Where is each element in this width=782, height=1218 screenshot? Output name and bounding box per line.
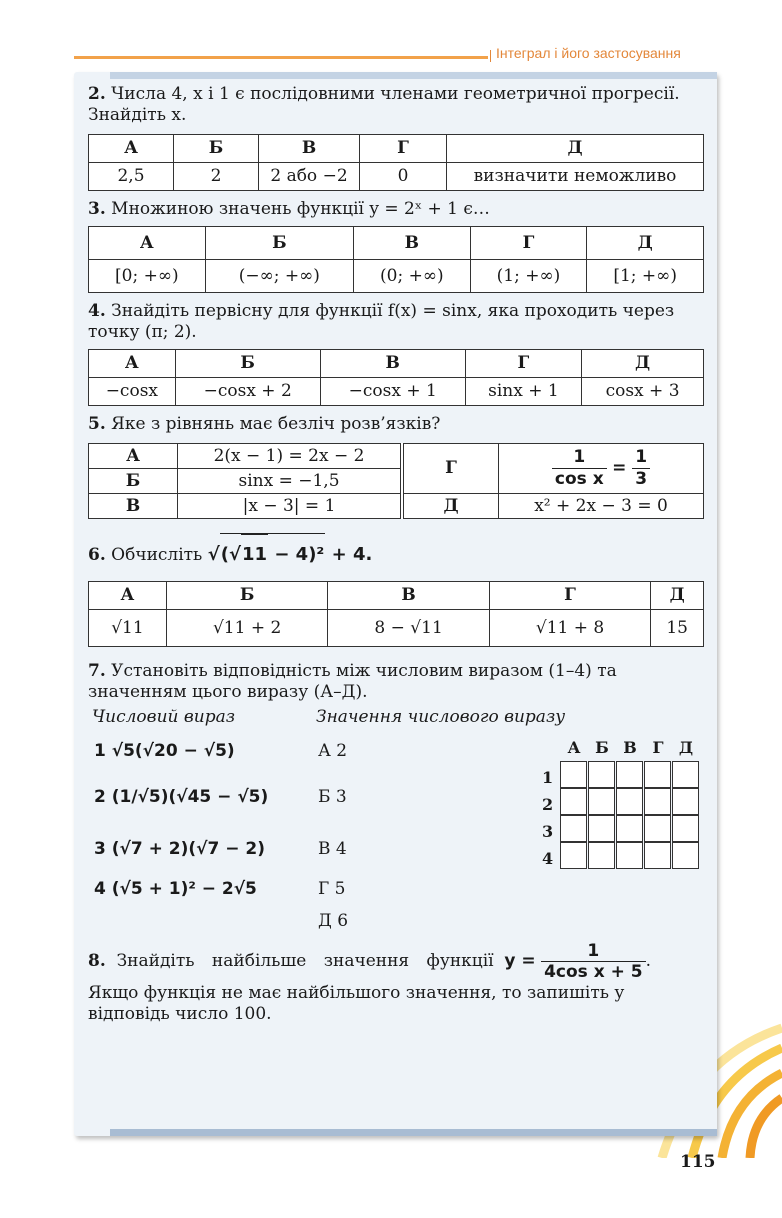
col-g: Г xyxy=(360,135,447,163)
answers-table-3 xyxy=(88,226,704,293)
col-b: Б xyxy=(205,227,353,260)
grid-cell[interactable] xyxy=(616,788,643,815)
label-v: В xyxy=(89,494,178,519)
question-4: 4. Знайдіть первісну для функції f(x) = sinx, яка проходить через точку (π; 2). xyxy=(88,301,675,342)
grid-cell[interactable] xyxy=(616,815,643,842)
question-8: 8. Знайдіть найбільше значення функції y = $\frac{1}{\text{4cos x + 5}}$ . xyxy=(88,941,651,982)
answer-d: визначити неможливо xyxy=(447,163,704,191)
label-g: Г xyxy=(402,444,499,494)
fraction-right: $\frac{1}{3}$ xyxy=(632,447,650,490)
grid-cell[interactable] xyxy=(672,761,699,788)
answer-b: 2 xyxy=(174,163,259,191)
answer-a: [0; +∞) xyxy=(89,260,206,293)
value-a: А 2 xyxy=(318,741,348,761)
eq-d: x² + 2x − 3 = 0 xyxy=(499,494,704,519)
eq-b: sinx = −1,5 xyxy=(178,469,403,494)
answer-d: 15 xyxy=(651,610,704,647)
matching-block xyxy=(88,703,704,929)
grid-cell[interactable] xyxy=(588,842,615,869)
col-v: В xyxy=(328,582,489,610)
answer-a: 2,5 xyxy=(89,163,174,191)
col-b: Б xyxy=(175,350,320,378)
grid-cell[interactable] xyxy=(560,815,587,842)
col-a: А xyxy=(89,350,176,378)
col-g: Г xyxy=(489,582,650,610)
answers-table-2 xyxy=(88,134,704,191)
question-8-note: Якщо функція не має найбільшого значення, то запишіть у відповідь число 100. xyxy=(88,983,625,1024)
value-g: Г 5 xyxy=(318,879,346,899)
grid-row-3: 3 xyxy=(542,822,554,841)
answers-table-5 xyxy=(88,443,704,519)
answer-b: √11 + 2 xyxy=(166,610,327,647)
col-a: А xyxy=(89,227,206,260)
grid-cell[interactable] xyxy=(672,815,699,842)
col-d: Д xyxy=(582,350,704,378)
answer-v: 8 − √11 xyxy=(328,610,489,647)
question-2: 2. Числа 4, x і 1 є послідовними членами геометричної прогресії. Знайдіть x. xyxy=(88,84,680,125)
grid-cell[interactable] xyxy=(644,788,671,815)
col-v: В xyxy=(320,350,465,378)
grid-cell[interactable] xyxy=(588,788,615,815)
col-v: В xyxy=(259,135,360,163)
grid-col-d: Д xyxy=(678,738,694,757)
answer-v: 2 або −2 xyxy=(259,163,360,191)
col-a: А xyxy=(89,582,167,610)
value-v: В 4 xyxy=(318,839,347,859)
header-rule xyxy=(74,56,488,59)
answers-table-4 xyxy=(88,349,704,406)
col-b: Б xyxy=(174,135,259,163)
grid-row-1: 1 xyxy=(542,768,554,787)
grid-row-2: 2 xyxy=(542,795,554,814)
eq-a: 2(x − 1) = 2x − 2 xyxy=(178,444,403,469)
running-header: Інтеграл і його застосування xyxy=(496,45,681,61)
answer-b: −cosx + 2 xyxy=(175,378,320,406)
grid-cell[interactable] xyxy=(616,761,643,788)
question-7: 7. Установіть відповідність між числовим виразом (1–4) та значенням цього виразу (А–Д). xyxy=(88,661,617,702)
fraction-left: $\frac{1}{\text{cos x}}$ xyxy=(552,447,607,490)
header-tick xyxy=(490,50,491,62)
answer-a: −cosx xyxy=(89,378,176,406)
expression-1: 1 √5(√20 − √5) xyxy=(94,741,235,761)
question-3: 3. Множиною значень функції y = 2ˣ + 1 є… xyxy=(88,199,490,219)
page-number: 115 xyxy=(680,1152,716,1172)
answer-v: −cosx + 1 xyxy=(320,378,465,406)
col-d: Д xyxy=(587,227,704,260)
value-d: Д 6 xyxy=(318,911,349,931)
col-g: Г xyxy=(465,350,581,378)
answers-table-6 xyxy=(88,581,704,647)
exercises xyxy=(88,84,704,1025)
eq-g: $\frac{1}{\text{cos x}}$ = $\frac{1}{3}$ xyxy=(499,444,704,494)
col-d: Д xyxy=(447,135,704,163)
col-a: А xyxy=(89,135,174,163)
col-d: Д xyxy=(651,582,704,610)
expression-4: 4 (√5 + 1)² − 2√5 xyxy=(94,879,257,899)
radical-expression: √(√11 − 4)² + 4. xyxy=(208,544,373,565)
answer-b: (−∞; +∞) xyxy=(205,260,353,293)
grid-cell[interactable] xyxy=(588,815,615,842)
grid-col-g: Г xyxy=(652,738,664,757)
card-bottom-band xyxy=(110,1129,717,1136)
grid-cell[interactable] xyxy=(560,761,587,788)
question-5: 5. Яке з рівнянь має безліч розв’язків? xyxy=(88,414,441,434)
grid-cell[interactable] xyxy=(588,761,615,788)
grid-cell[interactable] xyxy=(644,842,671,869)
answer-g: √11 + 8 xyxy=(489,610,650,647)
expression-2: 2 (1/√5)(√45 − √5) xyxy=(94,787,269,807)
label-a: А xyxy=(89,444,178,469)
answer-g: 0 xyxy=(360,163,447,191)
grid-col-a: А xyxy=(567,738,581,757)
right-heading: Значення числового виразу xyxy=(316,707,566,727)
grid-col-v: В xyxy=(623,738,637,757)
question-6: 6. Обчисліть √(√11 − 4)² + 4. xyxy=(88,533,704,573)
grid-cell[interactable] xyxy=(560,788,587,815)
grid-row-4: 4 xyxy=(542,849,554,868)
answer-g: sinx + 1 xyxy=(465,378,581,406)
grid-cell[interactable] xyxy=(644,761,671,788)
left-heading: Числовий вираз xyxy=(92,707,235,727)
grid-cell[interactable] xyxy=(672,842,699,869)
answer-g: (1; +∞) xyxy=(470,260,587,293)
answer-v: (0; +∞) xyxy=(354,260,471,293)
grid-cell[interactable] xyxy=(644,815,671,842)
col-b: Б xyxy=(166,582,327,610)
card-top-band xyxy=(110,72,717,79)
function-fraction: $\frac{1}{\text{4cos x + 5}}$ xyxy=(541,941,646,982)
eq-v: |x − 3| = 1 xyxy=(178,494,403,519)
grid-cell[interactable] xyxy=(616,842,643,869)
value-b: Б 3 xyxy=(318,787,347,807)
label-b: Б xyxy=(89,469,178,494)
expression-3: 3 (√7 + 2)(√7 − 2) xyxy=(94,839,265,859)
label-d: Д xyxy=(402,494,499,519)
col-v: В xyxy=(354,227,471,260)
grid-cell[interactable] xyxy=(672,788,699,815)
answer-a: √11 xyxy=(89,610,167,647)
answer-d: [1; +∞) xyxy=(587,260,704,293)
answer-d: cosx + 3 xyxy=(582,378,704,406)
grid-cell[interactable] xyxy=(560,842,587,869)
grid-col-b: Б xyxy=(595,738,609,757)
col-g: Г xyxy=(470,227,587,260)
